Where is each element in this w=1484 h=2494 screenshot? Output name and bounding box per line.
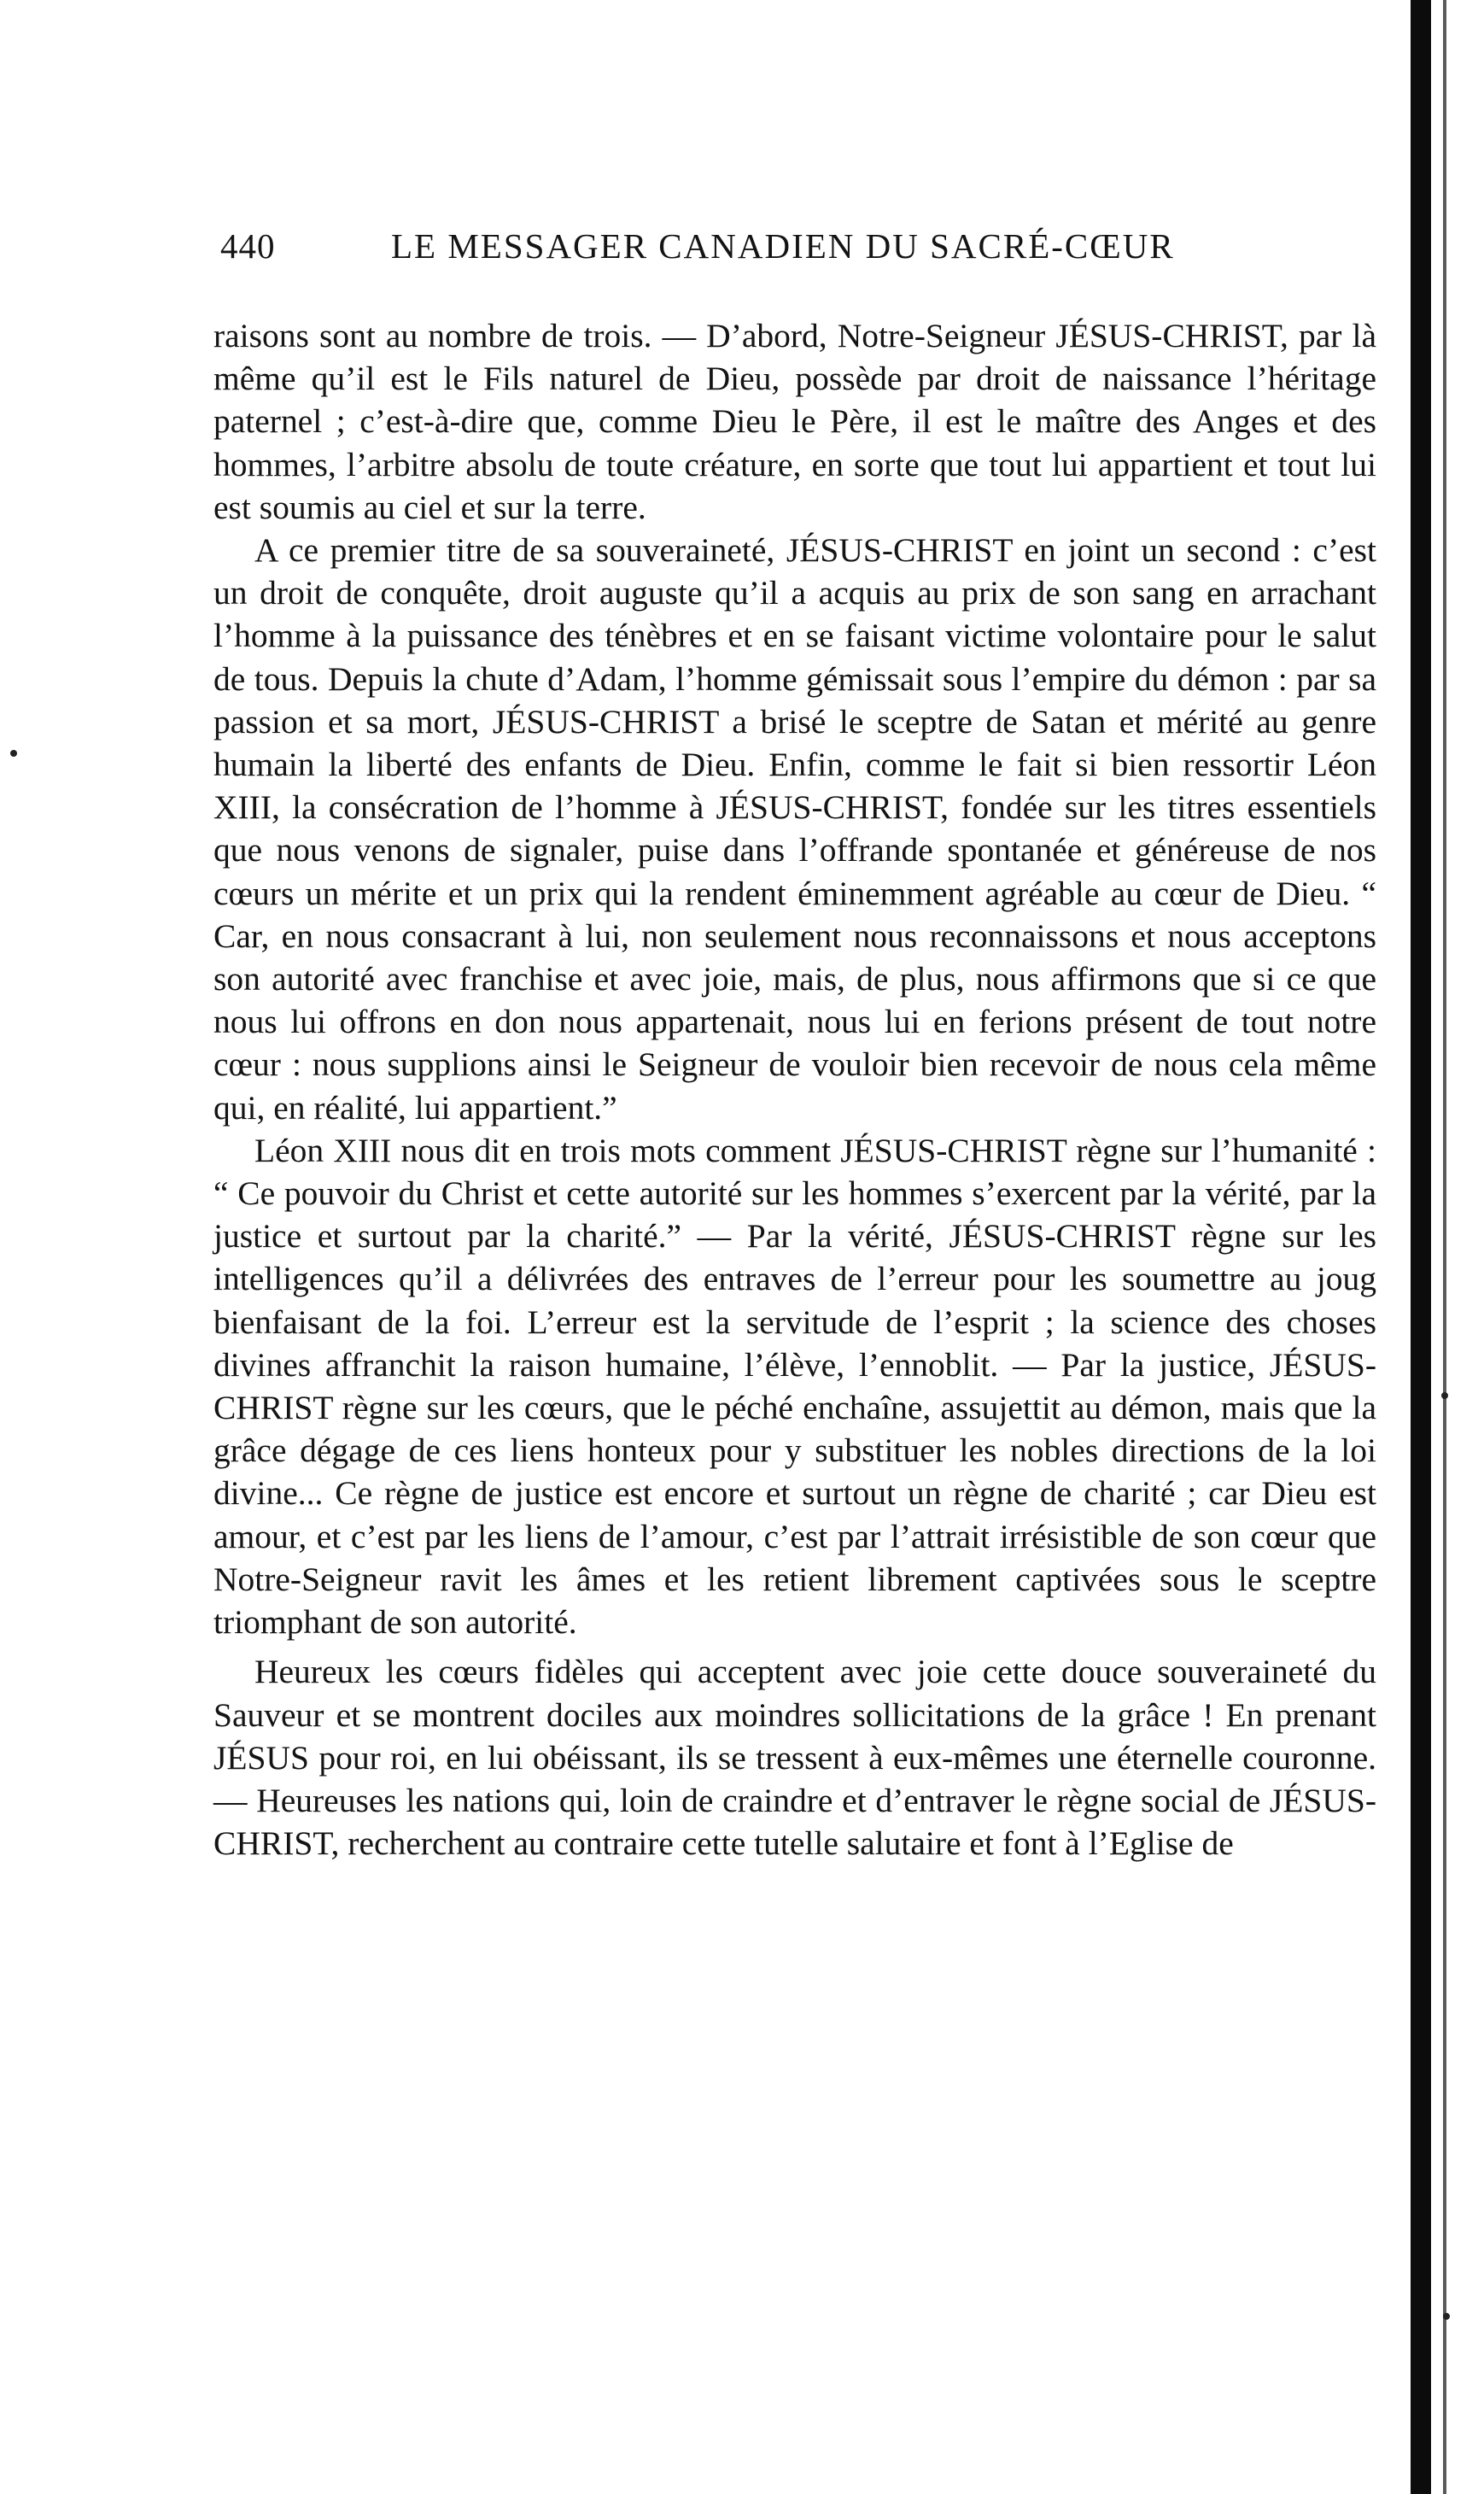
paragraph: raisons sont au nombre de trois. — D’abord, Notre-Seigneur JÉSUS-CHRIST, par là même qu’il est le Fils naturel de Dieu, possède par droit de naissance l’héritage paternel ; c’est-à-dire que, comme Dieu le Père, il est le maître des Anges et des hommes, l’arbitre absolu de toute créature, en sorte que tout lui appartient et tout lui est soumis au ciel et sur la terre. bbox=[213, 317, 1376, 526]
page-edge-shadow bbox=[1411, 0, 1431, 2494]
running-title: LE MESSAGER CANADIEN DU SACRÉ-CŒUR bbox=[391, 226, 1175, 266]
body-text bbox=[213, 314, 1376, 1865]
print-speck bbox=[1443, 2313, 1450, 2320]
running-head bbox=[220, 220, 1347, 272]
print-speck bbox=[1441, 1392, 1448, 1399]
paragraph: Heureux les cœurs fidèles qui acceptent avec joie cette douce souveraineté du Sauveur et se montrent dociles aux moindres sollicitations de la grâce ! En prenant JÉSUS pour roi, en lui obéissant, ils se tressent à eux-mêmes une éternelle couronne. — Heureuses les nations qui, loin de craindre et d’entraver le règne social de JÉSUS-CHRIST, recherchent au contraire cette tutelle salutaire et font à l’Eglise de bbox=[213, 1653, 1376, 1863]
paragraph: A ce premier titre de sa souveraineté, JÉSUS-CHRIST en joint un second : c’est un droit de conquête, droit auguste qu’il a acquis au prix de son sang en arrachant l’homme à la puissance des ténèbres et en se faisant victime volontaire pour le salut de tous. Depuis la chute d’Adam, l’homme gémissait sous l’empire du démon : par sa passion et sa mort, JÉSUS-CHRIST a brisé le sceptre de Satan et mérité au genre humain la liberté des enfants de Dieu. Enfin, comme le fait si bien ressortir Léon XIII, la consécration de l’homme à JÉSUS-CHRIST, fondée sur les titres essentiels que nous venons de signaler, puise dans l’offrande spontanée et généreuse de nos cœurs un mérite et un prix qui la rendent éminemment agréable au cœur de Dieu. “ Car, en nous consacrant à lui, non seulement nous reconnaissons et nous acceptons son autorité avec franchise et avec joie, mais, de plus, nous affirmons que si ce que nous lui offrons en don nous appartenait, nous lui en ferions présent de tout notre cœur : nous supplions ainsi le Seigneur de vouloir bien recevoir de nous cela même qui, en réalité, lui appartient.” bbox=[213, 531, 1376, 1127]
page-edge-line bbox=[1443, 0, 1446, 2494]
page-number: 440 bbox=[220, 226, 276, 266]
print-speck bbox=[10, 750, 17, 757]
paragraph: Léon XIII nous dit en trois mots comment JÉSUS-CHRIST règne sur l’humanité : “ Ce pouvoir du Christ et cette autorité sur les hommes s’exercent par la vérité, par la justice et surtout par la charité.” — Par la vérité, JÉSUS-CHRIST règne sur les intelligences qu’il a délivrées des entraves de l’erreur pour les soumettre au joug bienfaisant de la foi. L’erreur est la servitude de l’esprit ; la science des choses divines affranchit la raison humaine, l’élève, l’ennoblit. — Par la justice, JÉSUS-CHRIST règne sur les cœurs, que le péché enchaîne, assujettit au démon, mais que la grâce dégage de ces liens honteux pour y substituer les nobles directions de la loi divine... Ce règne de justice est encore et surtout un règne de charité ; car Dieu est amour, et c’est par les liens de l’amour, c’est par l’attrait irrésistible de son cœur que Notre-Seigneur ravit les âmes et les retient librement captivées sous le sceptre triomphant de son autorité. bbox=[213, 1131, 1376, 1642]
